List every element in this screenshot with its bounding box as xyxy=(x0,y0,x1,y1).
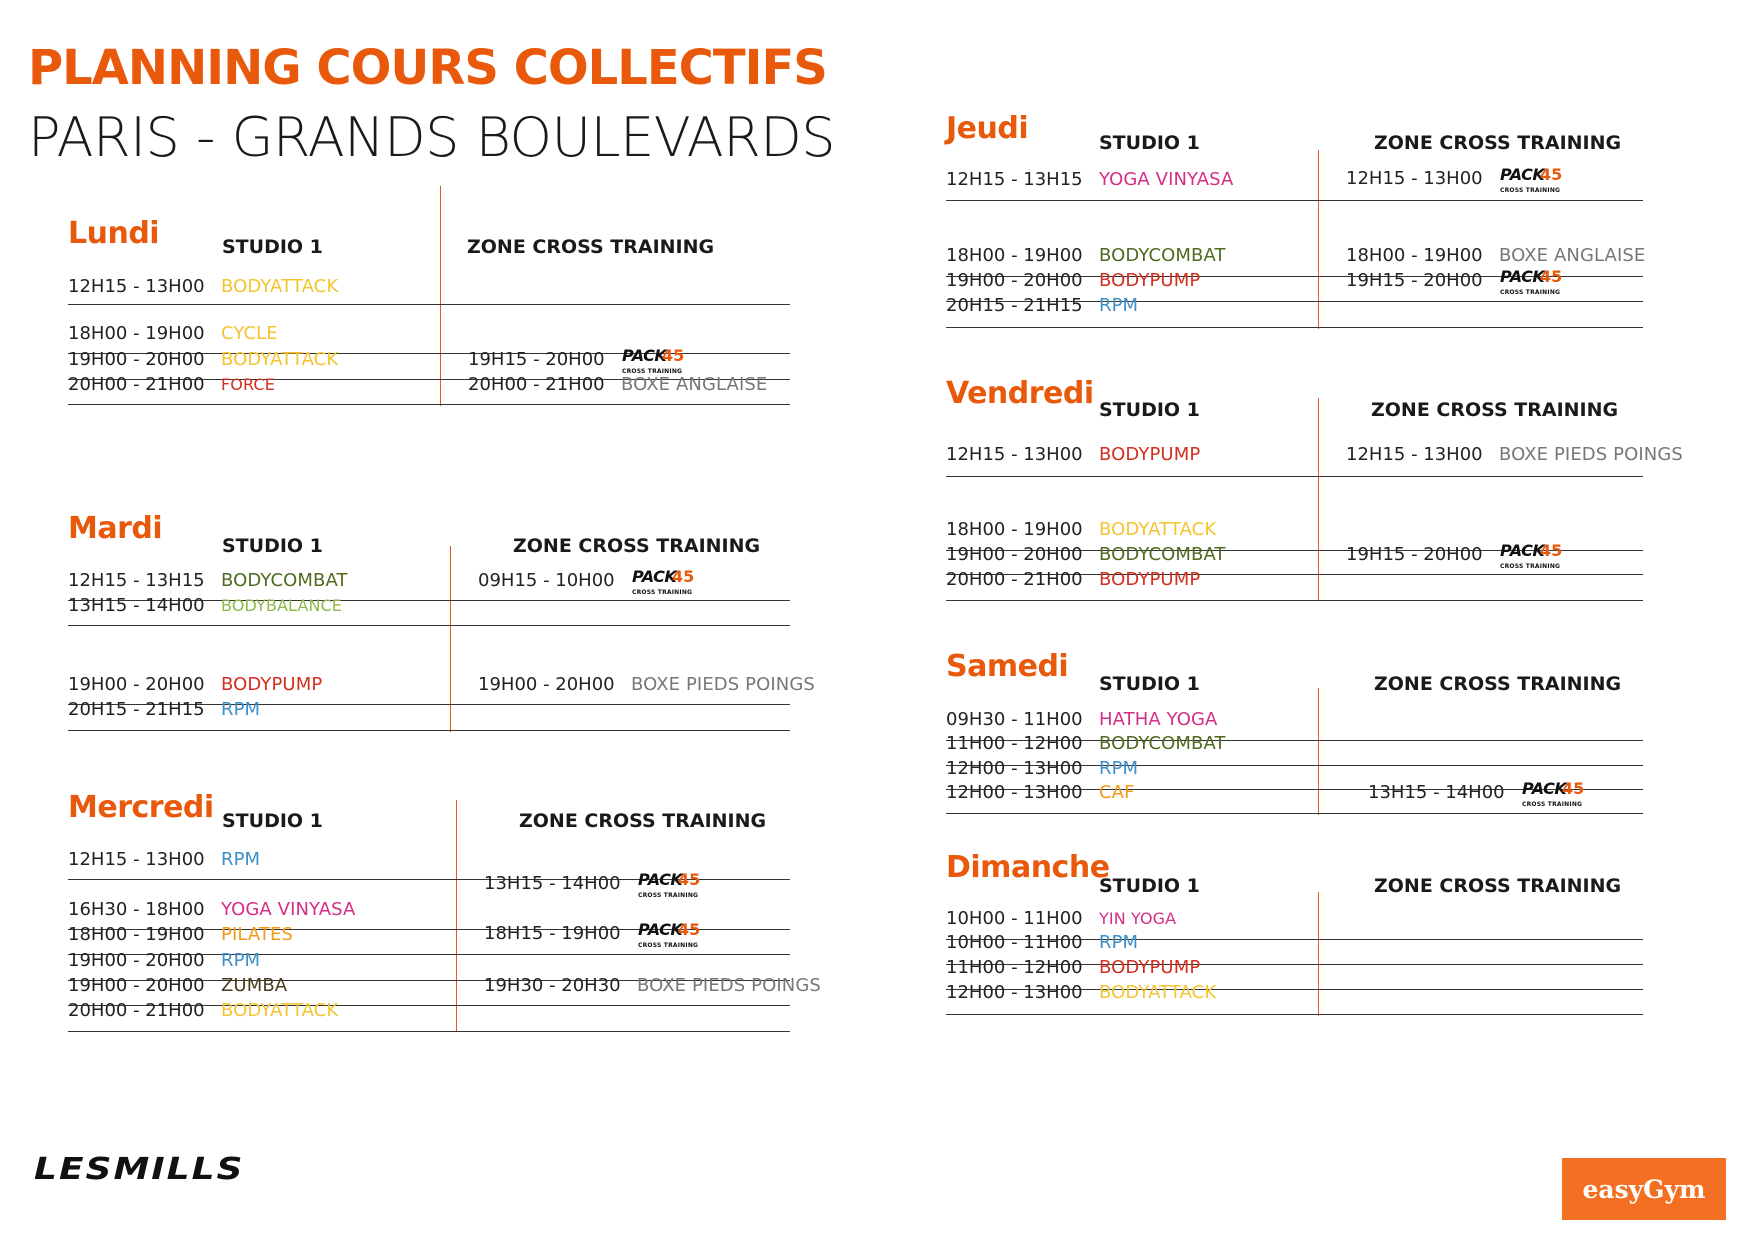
studio-time: 19H00 - 20H00 xyxy=(68,950,205,971)
studio-column-header: STUDIO 1 xyxy=(1099,132,1200,154)
studio-time: 18H00 - 19H00 xyxy=(946,519,1083,540)
studio-class: BODYPUMP xyxy=(1099,444,1201,465)
pack45-logo-text: PACK xyxy=(638,920,683,939)
studio-time: 12H00 - 13H00 xyxy=(946,758,1083,779)
studio-class: BODYPUMP xyxy=(221,674,323,695)
zone-time: 19H15 - 20H00 xyxy=(1346,544,1483,565)
studio-column-header: STUDIO 1 xyxy=(222,810,323,832)
studio-time: 13H15 - 14H00 xyxy=(68,595,205,616)
pack45-logo xyxy=(1500,165,1566,194)
pack45-logo-number: 45 xyxy=(678,870,701,889)
row-divider xyxy=(68,730,790,731)
pack45-logo-subtitle: CROSS TRAINING xyxy=(1522,801,1583,808)
pack45-logo-text: PACK xyxy=(1500,165,1545,184)
pack45-logo-text: PACK xyxy=(622,346,667,365)
studio-time: 19H00 - 20H00 xyxy=(946,544,1083,565)
day-title: Samedi xyxy=(946,649,1069,684)
pack45-logo-number: 45 xyxy=(1540,541,1563,560)
column-divider xyxy=(440,186,441,406)
studio-class: BODYATTACK xyxy=(1099,982,1217,1003)
row-divider xyxy=(946,600,1643,601)
studio-column-header: STUDIO 1 xyxy=(1099,673,1200,695)
pack45-logo-number: 45 xyxy=(678,920,701,939)
zone-class: BOXE ANGLAISE xyxy=(1499,245,1646,266)
studio-time: 19H00 - 20H00 xyxy=(946,270,1083,291)
zone-time: 19H15 - 20H00 xyxy=(1346,270,1483,291)
pack45-logo-text: PACK xyxy=(1500,541,1545,560)
studio-class: BODYPUMP xyxy=(1099,569,1201,590)
zone-class: BOXE PIEDS POINGS xyxy=(1499,444,1683,465)
pack45-logo xyxy=(622,346,688,375)
studio-time: 20H00 - 21H00 xyxy=(68,374,205,395)
pack45-logo-subtitle: CROSS TRAINING xyxy=(632,589,693,596)
studio-class: CYCLE xyxy=(221,323,278,344)
studio-time: 19H00 - 20H00 xyxy=(68,349,205,370)
zone-class-pack45 xyxy=(624,920,704,949)
studio-class: BODYATTACK xyxy=(1099,519,1217,540)
zone-class-pack45 xyxy=(608,346,688,375)
pack45-logo-number: 45 xyxy=(1540,267,1563,286)
pack45-logo-number: 45 xyxy=(1562,779,1585,798)
studio-time: 18H00 - 19H00 xyxy=(68,323,205,344)
studio-time: 10H00 - 11H00 xyxy=(946,932,1083,953)
studio-class: BODYATTACK xyxy=(221,349,339,370)
studio-time: 12H15 - 13H00 xyxy=(946,444,1083,465)
studio-time: 12H15 - 13H00 xyxy=(68,276,205,297)
pack45-logo-number: 45 xyxy=(662,346,685,365)
pack45-logo xyxy=(1500,541,1566,570)
zone-class: BOXE PIEDS POINGS xyxy=(631,674,815,695)
pack45-logo-subtitle: CROSS TRAINING xyxy=(1500,563,1561,570)
studio-time: 12H15 - 13H00 xyxy=(68,849,205,870)
studio-column-header: STUDIO 1 xyxy=(222,535,323,557)
studio-column-header: STUDIO 1 xyxy=(1099,399,1200,421)
studio-time: 11H00 - 12H00 xyxy=(946,957,1083,978)
studio-class: BODYATTACK xyxy=(221,1000,339,1021)
pack45-logo xyxy=(638,870,704,899)
zone-time: 19H15 - 20H00 xyxy=(468,349,605,370)
pack45-logo-number: 45 xyxy=(672,567,695,586)
zone-time: 18H00 - 19H00 xyxy=(1346,245,1483,266)
studio-column-header: STUDIO 1 xyxy=(222,236,323,258)
day-title: Mardi xyxy=(68,511,163,546)
pack45-logo-text: PACK xyxy=(1500,267,1545,286)
studio-class: FORCE xyxy=(221,375,275,394)
zone-time: 20H00 - 21H00 xyxy=(468,374,605,395)
day-title: Dimanche xyxy=(946,850,1110,885)
zone-column-header: ZONE CROSS TRAINING xyxy=(1374,673,1622,695)
studio-class: BODYPUMP xyxy=(1099,270,1201,291)
studio-time: 09H30 - 11H00 xyxy=(946,709,1083,730)
easygym-logo: easyGym xyxy=(1562,1158,1726,1220)
studio-time: 16H30 - 18H00 xyxy=(68,899,205,920)
pack45-logo-subtitle: CROSS TRAINING xyxy=(638,942,699,949)
studio-class: RPM xyxy=(1099,758,1139,779)
studio-time: 18H00 - 19H00 xyxy=(946,245,1083,266)
row-divider xyxy=(946,1014,1643,1015)
studio-class: BODYBALANCE xyxy=(221,596,343,615)
day-title: Mercredi xyxy=(68,790,214,825)
studio-class: PILATES xyxy=(221,924,294,945)
pack45-logo-text: PACK xyxy=(638,870,683,889)
studio-time: 12H15 - 13H15 xyxy=(946,169,1083,190)
studio-time: 19H00 - 20H00 xyxy=(68,674,205,695)
day-title: Vendredi xyxy=(946,376,1094,411)
studio-class: YIN YOGA xyxy=(1099,909,1177,928)
pack45-logo-subtitle: CROSS TRAINING xyxy=(1500,289,1561,296)
pack45-logo xyxy=(1522,779,1588,808)
page-subtitle: PARIS - GRANDS BOULEVARDS xyxy=(28,106,836,169)
studio-class: BODYCOMBAT xyxy=(1099,733,1226,754)
studio-class: CAF xyxy=(1099,782,1135,803)
studio-class: RPM xyxy=(1099,932,1139,953)
page-title: PLANNING COURS COLLECTIFS xyxy=(28,40,827,96)
studio-time: 20H15 - 21H15 xyxy=(68,699,205,720)
pack45-logo-subtitle: CROSS TRAINING xyxy=(622,368,683,375)
zone-column-header: ZONE CROSS TRAINING xyxy=(1374,875,1622,897)
studio-column-header: STUDIO 1 xyxy=(1099,875,1200,897)
column-divider xyxy=(456,800,457,1032)
zone-column-header: ZONE CROSS TRAINING xyxy=(513,535,761,557)
zone-class: BOXE ANGLAISE xyxy=(621,374,768,395)
studio-class: BODYCOMBAT xyxy=(1099,245,1226,266)
zone-class-pack45 xyxy=(1486,165,1566,194)
zone-class-pack45 xyxy=(618,567,698,596)
studio-time: 20H00 - 21H00 xyxy=(68,1000,205,1021)
zone-time: 12H15 - 13H00 xyxy=(1346,444,1483,465)
zone-time: 19H30 - 20H30 xyxy=(484,975,621,996)
zone-time: 19H00 - 20H00 xyxy=(478,674,615,695)
pack45-logo-subtitle: CROSS TRAINING xyxy=(1500,187,1561,194)
studio-class: ZUMBA xyxy=(221,975,288,996)
pack45-logo-text: PACK xyxy=(1522,779,1567,798)
lesmills-logo: LESMILLS xyxy=(34,1152,245,1187)
studio-time: 12H00 - 13H00 xyxy=(946,982,1083,1003)
zone-column-header: ZONE CROSS TRAINING xyxy=(467,236,715,258)
day-title: Jeudi xyxy=(946,111,1029,146)
row-divider xyxy=(68,304,790,305)
row-divider xyxy=(68,625,790,626)
studio-class: YOGA VINYASA xyxy=(1099,169,1234,190)
row-divider xyxy=(946,476,1643,477)
zone-column-header: ZONE CROSS TRAINING xyxy=(1374,132,1622,154)
studio-time: 18H00 - 19H00 xyxy=(68,924,205,945)
studio-time: 12H15 - 13H15 xyxy=(68,570,205,591)
studio-class: RPM xyxy=(221,950,261,971)
zone-class-pack45 xyxy=(1508,779,1588,808)
studio-class: RPM xyxy=(221,849,261,870)
zone-class: BOXE PIEDS POINGS xyxy=(637,975,821,996)
pack45-logo xyxy=(632,567,698,596)
pack45-logo xyxy=(638,920,704,949)
studio-time: 10H00 - 11H00 xyxy=(946,908,1083,929)
studio-class: BODYPUMP xyxy=(1099,957,1201,978)
zone-time: 12H15 - 13H00 xyxy=(1346,168,1483,189)
zone-class-pack45 xyxy=(1486,267,1566,296)
zone-column-header: ZONE CROSS TRAINING xyxy=(1371,399,1619,421)
pack45-logo-subtitle: CROSS TRAINING xyxy=(638,892,699,899)
studio-class: BODYCOMBAT xyxy=(221,570,348,591)
studio-class: BODYCOMBAT xyxy=(1099,544,1226,565)
zone-class-pack45 xyxy=(1486,541,1566,570)
row-divider xyxy=(68,1031,790,1032)
row-divider xyxy=(68,404,790,405)
studio-class: RPM xyxy=(221,699,261,720)
zone-time: 09H15 - 10H00 xyxy=(478,570,615,591)
studio-time: 20H15 - 21H15 xyxy=(946,295,1083,316)
row-divider xyxy=(946,327,1643,328)
zone-column-header: ZONE CROSS TRAINING xyxy=(519,810,767,832)
studio-class: YOGA VINYASA xyxy=(221,899,356,920)
studio-time: 19H00 - 20H00 xyxy=(68,975,205,996)
zone-time: 13H15 - 14H00 xyxy=(484,873,621,894)
column-divider xyxy=(1318,892,1319,1016)
pack45-logo-number: 45 xyxy=(1540,165,1563,184)
pack45-logo-text: PACK xyxy=(632,567,677,586)
zone-time: 13H15 - 14H00 xyxy=(1368,782,1505,803)
zone-class-pack45 xyxy=(624,870,704,899)
studio-time: 11H00 - 12H00 xyxy=(946,733,1083,754)
studio-class: BODYATTACK xyxy=(221,276,339,297)
studio-time: 20H00 - 21H00 xyxy=(946,569,1083,590)
column-divider xyxy=(1318,688,1319,815)
column-divider xyxy=(1318,398,1319,601)
pack45-logo xyxy=(1500,267,1566,296)
studio-class: HATHA YOGA xyxy=(1099,709,1218,730)
zone-time: 18H15 - 19H00 xyxy=(484,923,621,944)
studio-time: 12H00 - 13H00 xyxy=(946,782,1083,803)
studio-class: RPM xyxy=(1099,295,1139,316)
day-title: Lundi xyxy=(68,216,160,251)
